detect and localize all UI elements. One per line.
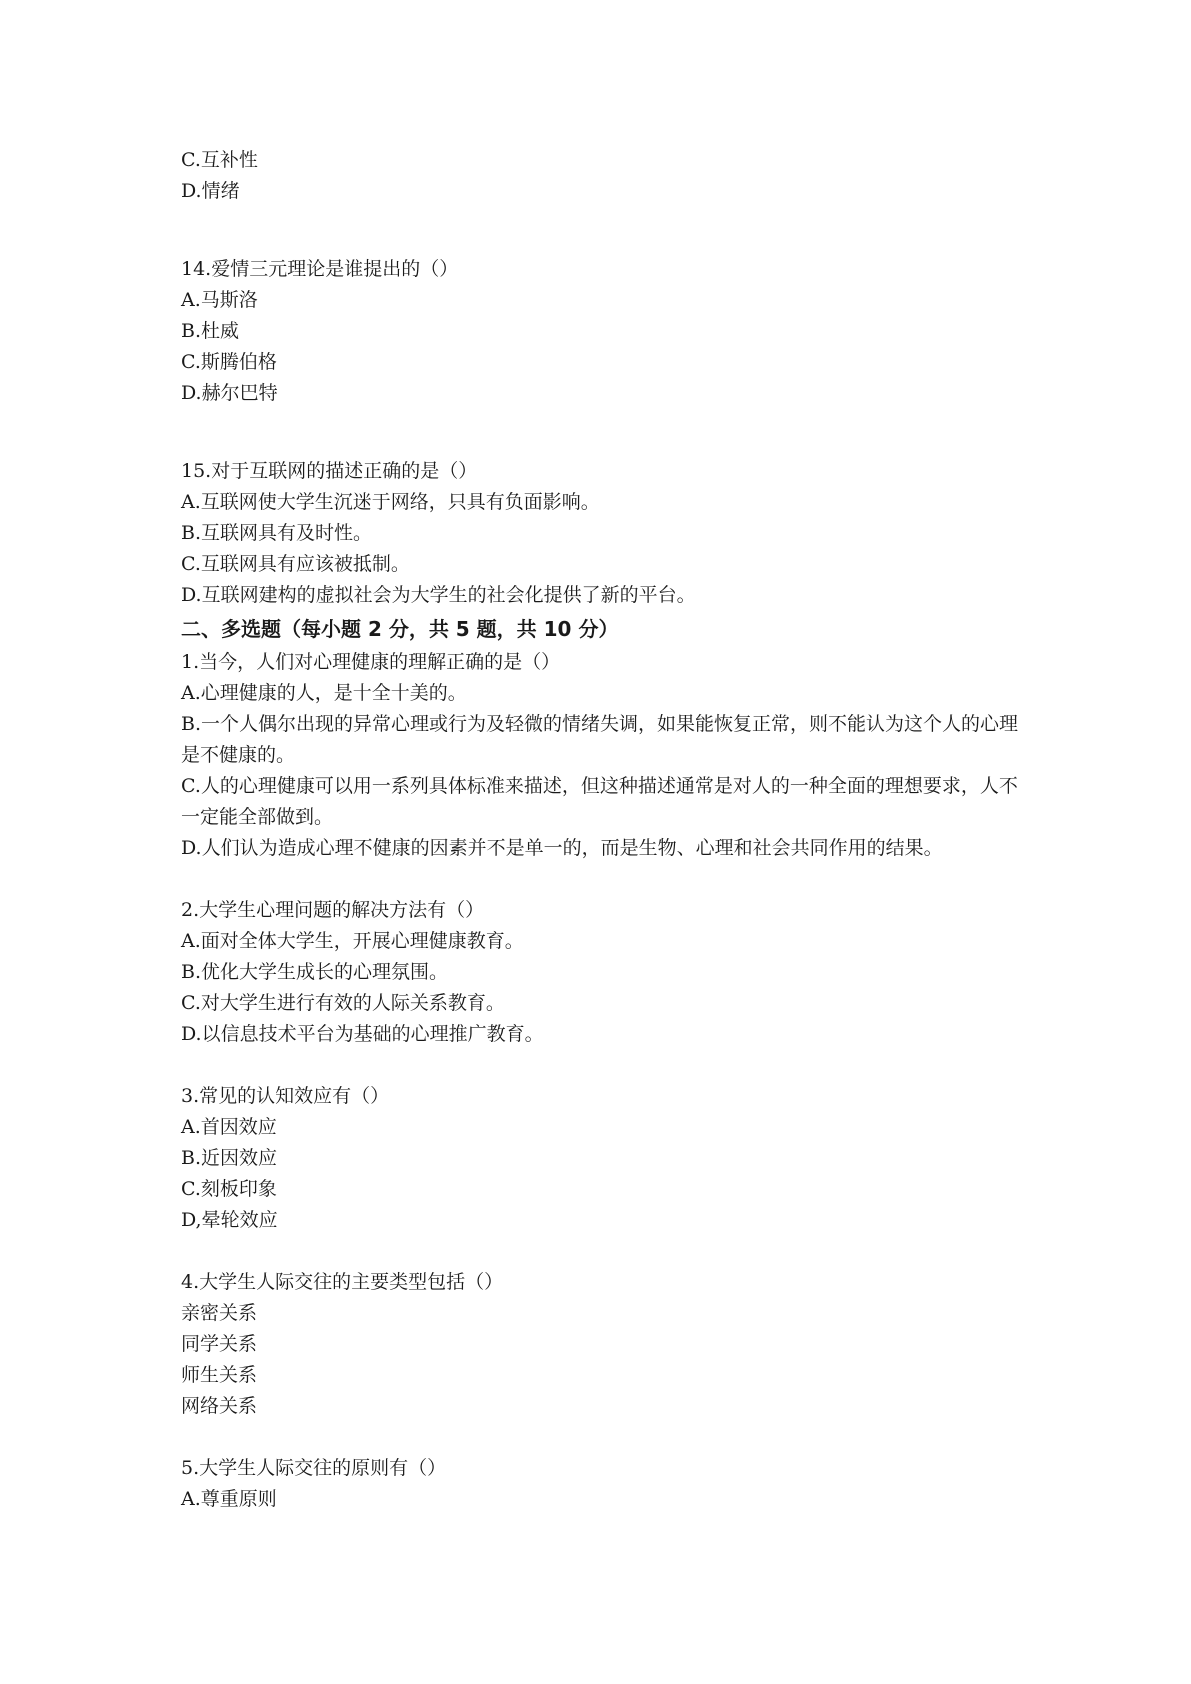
option-c: C.人的心理健康可以用一系列具体标准来描述，但这种描述通常是对人的一种全面的理想要求，人不一定能全部做到。 [181, 775, 1018, 828]
option-d: D.以信息技术平台为基础的心理推广教育。 [181, 1023, 544, 1045]
question-stem: 5.大学生人际交往的原则有（） [181, 1457, 447, 1479]
question-stem: 1.当今，人们对心理健康的理解正确的是（） [181, 651, 561, 673]
option-b: B.近因效应 [181, 1147, 278, 1169]
option-b: B.一个人偶尔出现的异常心理或行为及轻微的情绪失调，如果能恢复正常，则不能认为这个人的心理是不健康的。 [181, 713, 1019, 766]
option-d: D.互联网建构的虚拟社会为大学生的社会化提供了新的平台。 [181, 584, 696, 606]
option-a: A.马斯洛 [181, 289, 258, 311]
option-b: B.优化大学生成长的心理氛围。 [181, 961, 449, 983]
option-d: D,晕轮效应 [181, 1209, 278, 1231]
option-c: C.互联网具有应该被抵制。 [181, 553, 410, 575]
option-a: A.心理健康的人，是十全十美的。 [181, 682, 467, 704]
question-stem: 2.大学生心理问题的解决方法有（） [181, 899, 485, 921]
multi-question-3 [181, 1081, 1031, 1236]
option-a: A.首因效应 [181, 1116, 277, 1138]
question-stem: 4.大学生人际交往的主要类型包括（） [181, 1271, 504, 1293]
option-c: C.互补性 [181, 149, 258, 171]
option-a: A.互联网使大学生沉迷于网络，只具有负面影响。 [181, 491, 600, 513]
multi-question-4 [181, 1267, 1031, 1422]
page-content [181, 145, 1031, 1515]
multi-question-1 [181, 647, 1031, 864]
multi-question-2 [181, 895, 1031, 1050]
question-14 [181, 254, 1031, 409]
option-1: 亲密关系 [181, 1302, 258, 1324]
option-d: D.赫尔巴特 [181, 382, 278, 404]
option-d: D.人们认为造成心理不健康的因素并不是单一的，而是生物、心理和社会共同作用的结果。 [181, 837, 943, 859]
option-d: D.情绪 [181, 180, 240, 202]
option-b: B.互联网具有及时性。 [181, 522, 373, 544]
question-stem: 15.对于互联网的描述正确的是（） [181, 460, 478, 482]
multi-question-5 [181, 1453, 1031, 1515]
option-3: 师生关系 [181, 1364, 258, 1386]
option-2: 同学关系 [181, 1333, 258, 1355]
question-13-fragment [181, 145, 1031, 207]
option-a: A.尊重原则 [181, 1488, 277, 1510]
option-c: C.刻板印象 [181, 1178, 277, 1200]
option-c: C.斯腾伯格 [181, 351, 277, 373]
section-heading-multiple-choice: 二、多选题（每小题 2 分，共 5 题，共 10 分） [181, 617, 619, 641]
option-a: A.面对全体大学生，开展心理健康教育。 [181, 930, 524, 952]
option-b: B.杜威 [181, 320, 240, 342]
question-stem: 3.常见的认知效应有（） [181, 1085, 390, 1107]
option-c: C.对大学生进行有效的人际关系教育。 [181, 992, 505, 1014]
question-stem: 14.爱情三元理论是谁提出的（） [181, 258, 459, 280]
option-4: 网络关系 [181, 1395, 258, 1417]
question-15 [181, 456, 1031, 611]
